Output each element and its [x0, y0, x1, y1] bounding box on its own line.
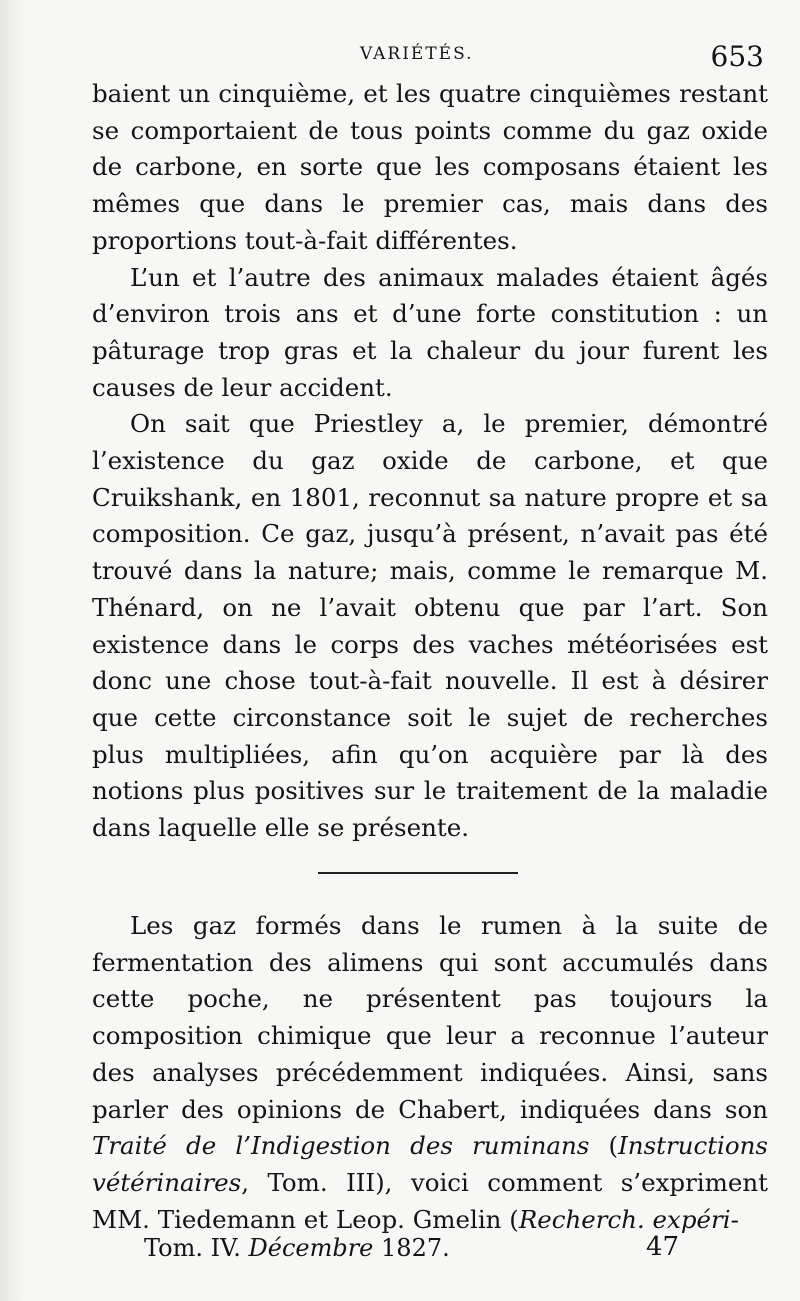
page-header — [92, 40, 772, 80]
book-title-italic: Traité de l’Indigestion des ruminans — [92, 1131, 590, 1161]
paragraph: On sait que Priestley a, le premier, démontré l’existence du gaz oxide de carbone, et que Cruikshank, en 1801, reconnut sa nature propre et sa composition. Ce gaz, jusqu’à présent, n’avait pas été trouvé dans la nature; mais, comme le remarque M. Thénard, on ne l’avait obtenu que par l’art. Son existence dans le corps des vaches météorisées est donc une chose tout-à-fait nouvelle. Il est à désirer que cette circonstance soit le sujet de recherches plus multipliées, afin qu’on acquière par là des notions plus positives sur le traitement de la maladie dans laquelle elle se présente. — [92, 409, 768, 843]
tome-label: Tom. IV. — [144, 1234, 241, 1262]
reference-italic: Recherch. expéri- — [518, 1204, 739, 1234]
folio-number: 47 — [646, 1232, 680, 1262]
page-footer — [92, 1232, 768, 1272]
paragraph: L’un et l’autre des animaux malades étaient âgés d’environ trois ans et d’une forte constitution : un pâturage trop gras et la chaleur du jour furent les causes de leur accident. — [92, 262, 768, 402]
footnote-text-segment: ( — [589, 1131, 619, 1161]
footnote-text — [92, 908, 768, 1238]
volume-signature — [144, 1234, 450, 1262]
paragraph-continuation: baient un cinquième, et les quatre cinquièmes restant se comportaient de tous points comme du gaz oxide de carbone, en sorte que les composans étaient les mêmes que dans le premier cas, mais dans des proportions tout-à-fait différentes. — [92, 79, 768, 255]
footnote-text-segment: , Tom. III), voici comment s’expriment MM. Tiedemann et Leop. Gmelin ( — [92, 1167, 768, 1234]
series-title-italic: Instructions vétérinaires — [92, 1131, 768, 1197]
running-title: VARIÉTÉS. — [360, 44, 474, 64]
section-divider — [318, 872, 518, 874]
month-label: Décembre — [248, 1234, 374, 1262]
main-text — [92, 76, 768, 847]
footnote-text-segment: Les gaz formés dans le rumen à la suite de fermentation des alimens qui sont accumulés dans cette poche, ne présentent pas toujours la composition chimique que leur a reconnue l’auteur des analyses précédemment indiquées. Ainsi, sans parler des opinions de Chabert, indiquées dans son — [92, 911, 768, 1124]
footnote-paragraph — [92, 908, 768, 1238]
year-label: 1827. — [381, 1234, 450, 1262]
page-number: 653 — [710, 40, 764, 73]
